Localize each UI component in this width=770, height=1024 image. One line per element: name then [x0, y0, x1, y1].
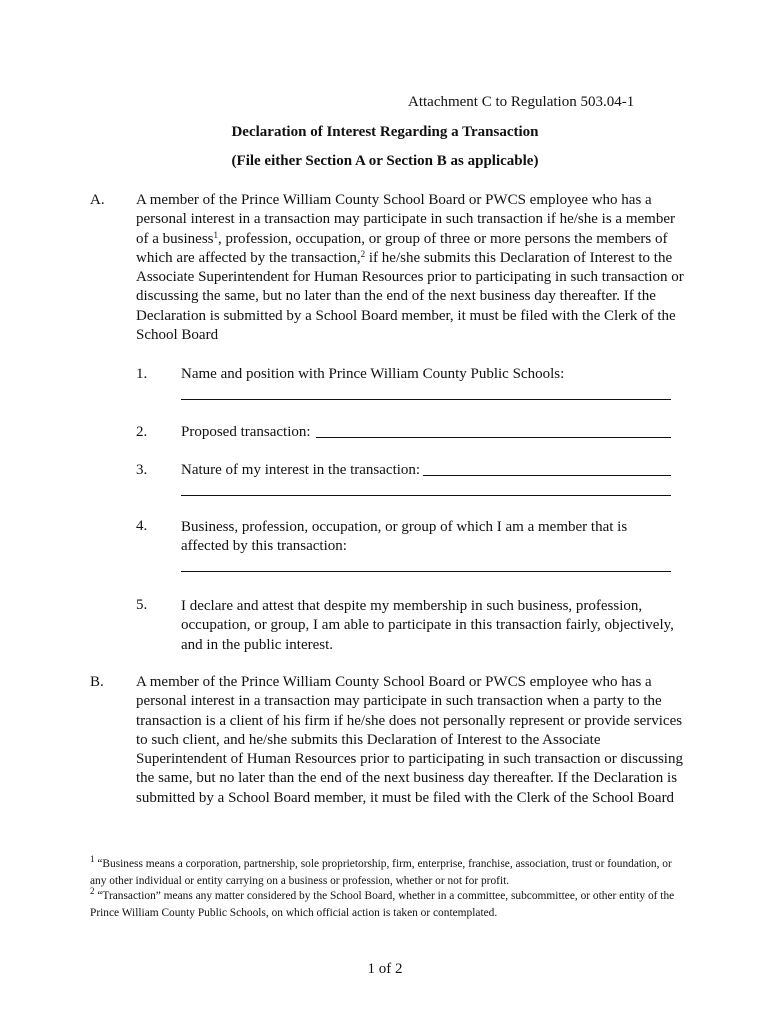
- section-b-label: B.: [90, 674, 104, 690]
- footnote-2-reference: 2: [360, 248, 366, 259]
- nature-of-interest-field[interactable]: [423, 475, 671, 476]
- attachment-reference: Attachment C to Regulation 503.04-1: [408, 94, 635, 110]
- nature-of-interest-field-line-2[interactable]: [181, 495, 671, 496]
- item-2-label: Proposed transaction:: [181, 424, 311, 440]
- page-number: 1 of 2: [367, 961, 403, 977]
- document-subtitle: (File either Section A or Section B as applicable): [231, 153, 539, 169]
- document-title: Declaration of Interest Regarding a Transaction: [231, 124, 539, 140]
- name-position-field[interactable]: [181, 399, 671, 400]
- item-3-label: Nature of my interest in the transaction:: [181, 462, 421, 478]
- item-5-number: 5.: [136, 597, 148, 613]
- section-b-paragraph: A member of the Prince William County School Board or PWCS employee who has a personal interest in a transaction may participate in such transaction when a party to the transaction is a client of his firm if he/she does not personally represent or provide services to such client, and he/she submits this Declaration of Interest to the Associate Superintendent of Human Resources prior to participating in such transaction or discussing the same, but no later than the end of the next business day thereafter. If the Declaration is submitted by a School Board member, it must be filed with the Clerk of the School Board: [136, 674, 683, 806]
- item-4-label: Business, profession, occupation, or group of which I am a member that is affected by this transaction:: [181, 519, 628, 555]
- item-1-number: 1.: [136, 366, 148, 382]
- item-4-number: 4.: [136, 518, 148, 534]
- item-3-number: 3.: [136, 462, 148, 478]
- item-5-attestation: I declare and attest that despite my membership in such business, profession, occupation, or group, I am able to participate in this transaction fairly, objectively, and in the public interest.: [181, 598, 674, 653]
- proposed-transaction-field[interactable]: [316, 437, 671, 438]
- section-a-paragraph: A member of the Prince William County School Board or PWCS employee who has a personal interest in a transaction may participate in such transaction if he/she is a member of a business$^1$, profession, occupation, or group of three or more persons the members of which are affected by the transaction,$^2$ if he/she submits this Declaration of Interest to the Associate Superintendent for Human Resources prior to participating in such transaction or discussing the same, but no later than the end of the next business day thereafter. If the Declaration is submitted by a School Board member, it must be filed with the Clerk of the School Board: [136, 192, 684, 344]
- business-group-field[interactable]: [181, 571, 671, 572]
- item-2-number: 2.: [136, 424, 148, 440]
- item-1-label: Name and position with Prince William County Public Schools:: [181, 366, 565, 382]
- footnote-1: $^1$ “Business means a corporation, partnership, sole proprietorship, firm, enterprise, franchise, association, trust or foundation, or any other individual or entity carrying on a business or profession, whether or not for profit.: [90, 854, 672, 887]
- section-a-label: A.: [90, 192, 105, 208]
- footnote-2: $^2$ “Transaction” means any matter considered by the School Board, whether in a committee, subcommittee, or other entity of the Prince William County Public Schools, on which official action is taken or contemplated.: [90, 886, 675, 919]
- footnote-1-reference: 1: [213, 229, 218, 240]
